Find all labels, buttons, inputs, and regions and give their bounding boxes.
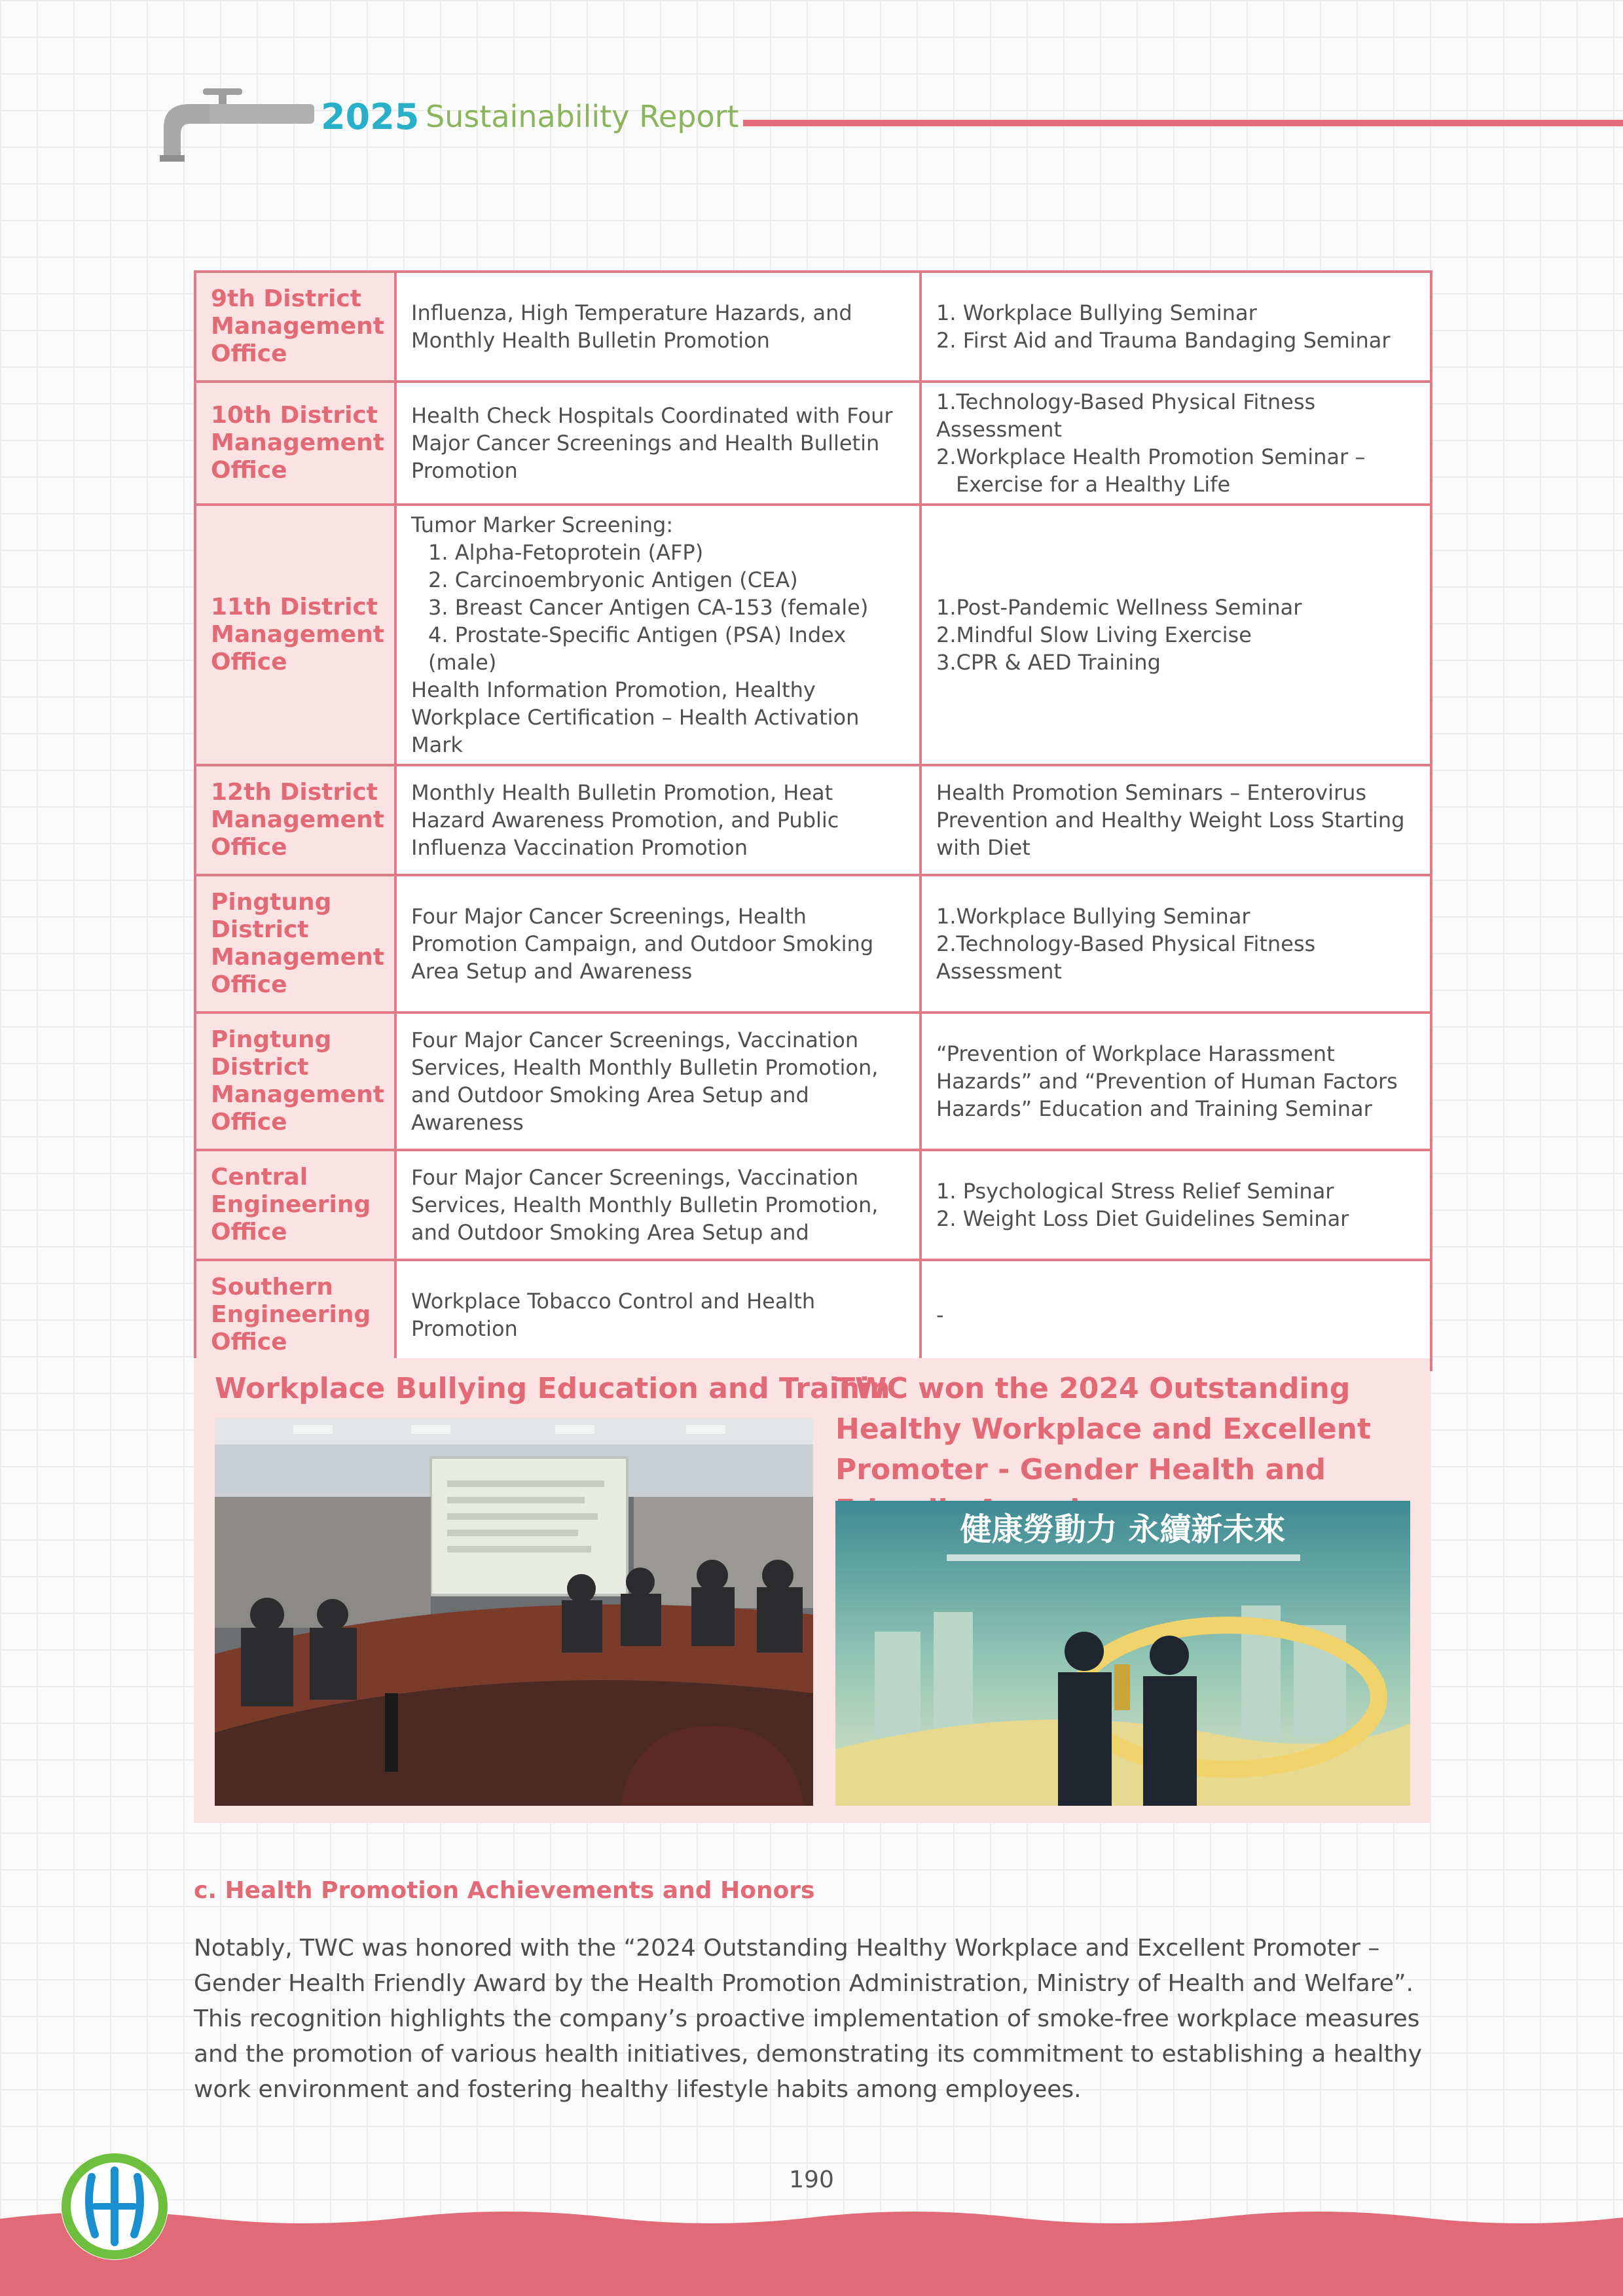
office-cell: Pingtung District Management Office <box>195 1013 395 1150</box>
initiatives-cell: Four Major Cancer Screenings, Vaccination Services, Health Monthly Bulletin Promotion, and Outdoor Smoking Area Setup and Awareness <box>395 1013 921 1150</box>
table-row <box>195 505 1431 765</box>
initiatives-cell: Monthly Health Bulletin Promotion, Heat Hazard Awareness Promotion, and Public Influenza Vaccination Promotion <box>395 765 921 875</box>
table-row <box>195 1150 1431 1260</box>
initiatives-cell: Health Check Hospitals Coordinated with Four Major Cancer Screenings and Health Bulletin Promotion <box>395 382 921 505</box>
faucet-icon <box>157 82 314 160</box>
header-year: 2025 <box>321 96 420 137</box>
award-photo <box>835 1501 1410 1806</box>
office-cell: 12th District Management Office <box>195 765 395 875</box>
table-row <box>195 272 1431 382</box>
health-programs-table <box>194 270 1432 1371</box>
seminars-cell: Health Promotion Seminars – Enterovirus Prevention and Healthy Weight Loss Starting with Diet <box>921 765 1431 875</box>
seminars-cell: 1. Psychological Stress Relief Seminar 2. Weight Loss Diet Guidelines Seminar <box>921 1150 1431 1260</box>
office-cell: Pingtung District Management Office <box>195 875 395 1013</box>
initiatives-cell: Workplace Tobacco Control and Health Promotion <box>395 1260 921 1370</box>
table-row <box>195 875 1431 1013</box>
award-banner-text: 健康勞動力 永續新未來 <box>960 1511 1286 1548</box>
seminars-cell: - <box>921 1260 1431 1370</box>
seminar-photo <box>215 1418 813 1806</box>
seminars-cell: 1. Workplace Bullying Seminar 2. First Aid and Trauma Bandaging Seminar <box>921 272 1431 382</box>
table-row <box>195 382 1431 505</box>
office-cell: 10th District Management Office <box>195 382 395 505</box>
seminars-cell: “Prevention of Workplace Harassment Hazards” and “Prevention of Human Factors Hazards” Education and Training Seminar <box>921 1013 1431 1150</box>
header-rule <box>743 120 1623 126</box>
section-body: Notably, TWC was honored with the “2024 Outstanding Healthy Workplace and Excellent Promoter – Gender Health Friendly Award by the Health Promotion Administration, Ministry of Health and Welfare”. This recognition highlights the company’s proactive implementation of smoke-free workplace measures and the promotion of various health initiatives, demonstrating its commitment to establishing a healthy work environment and fostering healthy lifestyle habits among employees. <box>194 1935 1422 2103</box>
right-photo-caption: TWC won the 2024 Outstanding Healthy Workplace and Excellent Promoter - Gender Health and <box>835 1372 1372 1486</box>
photo-panel <box>194 1358 1430 1823</box>
seminars-cell: 1.Technology-Based Physical Fitness Assessment 2.Workplace Health Promotion Seminar – Exercise for a Healthy Life <box>921 382 1431 505</box>
initiatives-cell: Influenza, High Temperature Hazards, and Monthly Health Bulletin Promotion <box>395 272 921 382</box>
section-heading: c. Health Promotion Achievements and Honors <box>194 1877 815 1904</box>
table-row <box>195 1013 1431 1150</box>
report-header <box>157 82 1623 167</box>
footer-wave <box>0 2206 1623 2296</box>
initiatives-cell: Tumor Marker Screening: 1. Alpha-Fetoprotein (AFP) 2. Carcinoembryonic Antigen (CEA) 3. Breast Cancer Antigen CA-153 (female) 4. Prostate-Specific Antigen (PSA) Index (male) Health Information Promotion, Healthy Workplace Certification – Health Activation Mark <box>395 505 921 765</box>
office-cell: Central Engineering Office <box>195 1150 395 1260</box>
page-number: 190 <box>789 2166 834 2193</box>
office-cell: 11th District Management Office <box>195 505 395 765</box>
seminars-cell: 1.Workplace Bullying Seminar 2.Technology-Based Physical Fitness Assessment <box>921 875 1431 1013</box>
office-cell: Southern Engineering Office <box>195 1260 395 1370</box>
table-row <box>195 765 1431 875</box>
seminars-cell: 1.Post-Pandemic Wellness Seminar 2.Mindful Slow Living Exercise 3.CPR & AED Training <box>921 505 1431 765</box>
left-photo-caption: Workplace Bullying Education and Trainin <box>215 1372 890 1405</box>
initiatives-cell: Four Major Cancer Screenings, Vaccination Services, Health Monthly Bulletin Promotion, and Outdoor Smoking Area Setup and <box>395 1150 921 1260</box>
table-row <box>195 1260 1431 1370</box>
header-title: Sustainability Report <box>426 99 739 134</box>
company-logo <box>59 2151 170 2262</box>
office-cell: 9th District Management Office <box>195 272 395 382</box>
initiatives-cell: Four Major Cancer Screenings, Health Promotion Campaign, and Outdoor Smoking Area Setup and Awareness <box>395 875 921 1013</box>
